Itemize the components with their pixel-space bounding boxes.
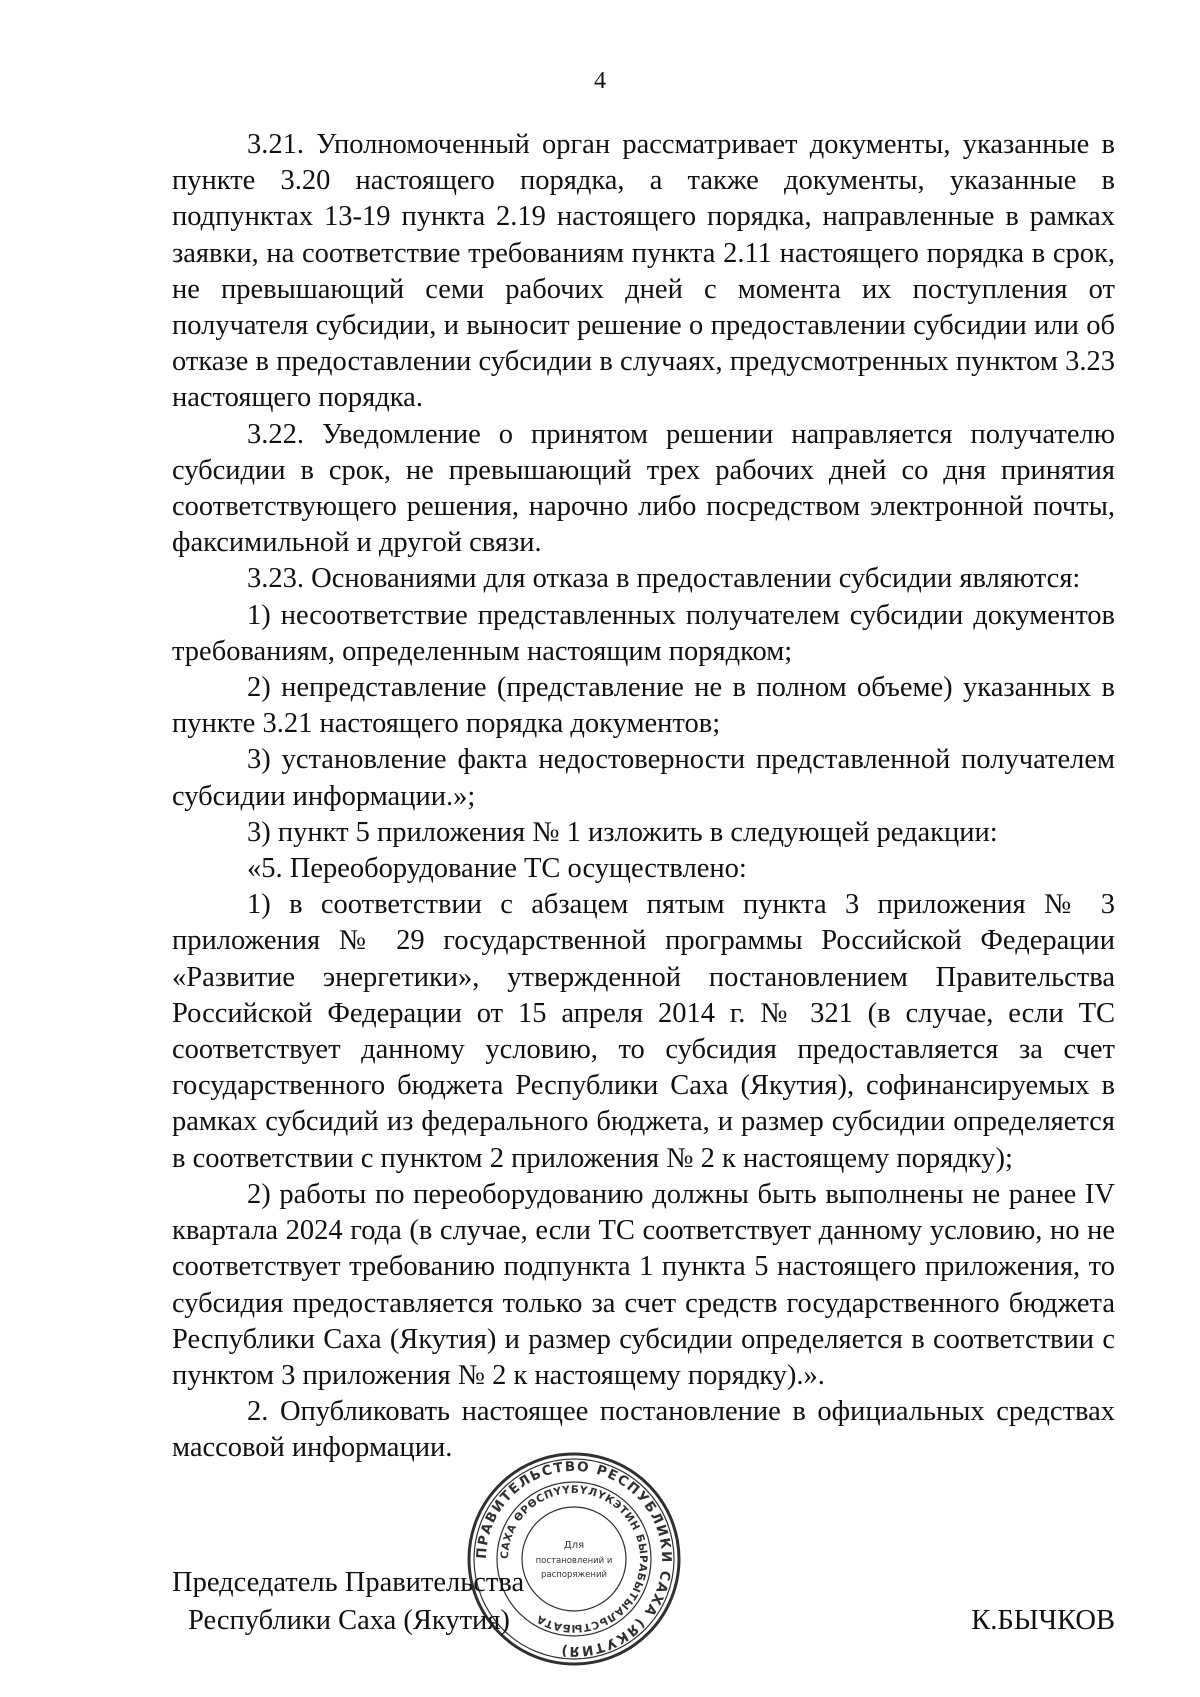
- paragraph-3-22: 3.22. Уведомление о принятом решении направляется получателю субсидии в срок, не превышающий трех рабочих дней со дня принятия соответствующего решения, нарочно либо посредством электронной почты, факсимильной и другой связи.: [172, 418, 1115, 559]
- amendment-item-3: 3) пункт 5 приложения № 1 изложить в следующей редакции:: [247, 816, 998, 848]
- official-stamp: [465, 1450, 683, 1668]
- document-body: [172, 127, 1115, 1467]
- paragraph-5-heading: «5. Переоборудование ТС осуществлено:: [247, 853, 747, 885]
- list-item-refusal-1: 1) несоответствие представленных получателем субсидии документов требованиям, определенным настоящим порядком;: [172, 599, 1115, 667]
- paragraph-3-21: 3.21. Уполномоченный орган рассматривает документы, указанные в пункте 3.20 настоящего порядка, а также документы, указанные в подпунктах 13-19 пункта 2.19 настоящего порядка, направленные в рамках заявки, на соответствие требованиям пункта 2.11 настоящего порядка в срок, не превышающий семи рабочих дней с момента их поступления от получателя субсидии, и выносит решение о предоставлении субсидии или об отказе в предоставлении субсидии в случаях, предусмотренных пунктом 3.23 настоящего порядка.: [172, 129, 1115, 414]
- page-number: 4: [594, 68, 606, 94]
- signatory-name: К.БЫЧКОВ: [971, 1605, 1115, 1636]
- stamp-center-line-3: распоряжений: [540, 1570, 608, 1580]
- list-item-refusal-3: 3) установление факта недостоверности представленной получателем субсидии информации.»;: [172, 744, 1115, 812]
- signatory-title-line-2: Республики Саха (Якутия): [188, 1605, 510, 1636]
- paragraph-publication: 2. Опубликовать настоящее постановление в официальных средствах массовой информации.: [172, 1396, 1115, 1464]
- list-item-conversion-1: 1) в соответствии с абзацем пятым пункта 3 приложения № 3 приложения № 29 государственной программы Российской Федерации «Развитие энергетики», утвержденной постановлением Правительства Российской Федерации от 15 апреля 2014 г. № 321 (в случае, если ТС соответствует данному условию, то субсидия предоставляется за счет государственного бюджета Республики Саха (Якутия), софинансируемых в рамках субсидий из федерального бюджета, и размер субсидии определяется в соответствии с пунктом 2 приложения № 2 к настоящему порядку);: [172, 889, 1115, 1174]
- list-item-refusal-2: 2) непредставление (представление не в полном объеме) указанных в пункте 3.21 настоящего порядка документов;: [172, 672, 1115, 740]
- stamp-inner-text: САХА ӨРӨСПҮҮБҮЛҮКЭТИН БЫРАБЫТЫАЛЬСТЫБАТА: [498, 1483, 650, 1635]
- stamp-center-line-1: Для: [563, 1540, 585, 1551]
- stamp-center-line-2: постановлений и: [535, 1556, 613, 1566]
- stamp-outer-text: ПРАВИТЕЛЬСТВО РЕСПУБЛИКИ САХА (ЯКУТИЯ): [473, 1458, 675, 1660]
- list-item-conversion-2: 2) работы по переоборудованию должны быть выполнены не ранее IV квартала 2024 года (в случае, если ТС соответствует данному условию, но не соответствует требованию подпункта 1 пункта 5 настоящего приложения, то субсидия предоставляется только за счет средств государственного бюджета Республики Саха (Якутия) и размер субсидии определяется в соответствии с пунктом 3 приложения № 2 к настоящему порядку).».: [172, 1178, 1115, 1391]
- paragraph-3-23: 3.23. Основаниями для отказа в предоставлении субсидии являются:: [247, 563, 1081, 595]
- signatory-title-line-1: Председатель Правительства: [172, 1567, 525, 1598]
